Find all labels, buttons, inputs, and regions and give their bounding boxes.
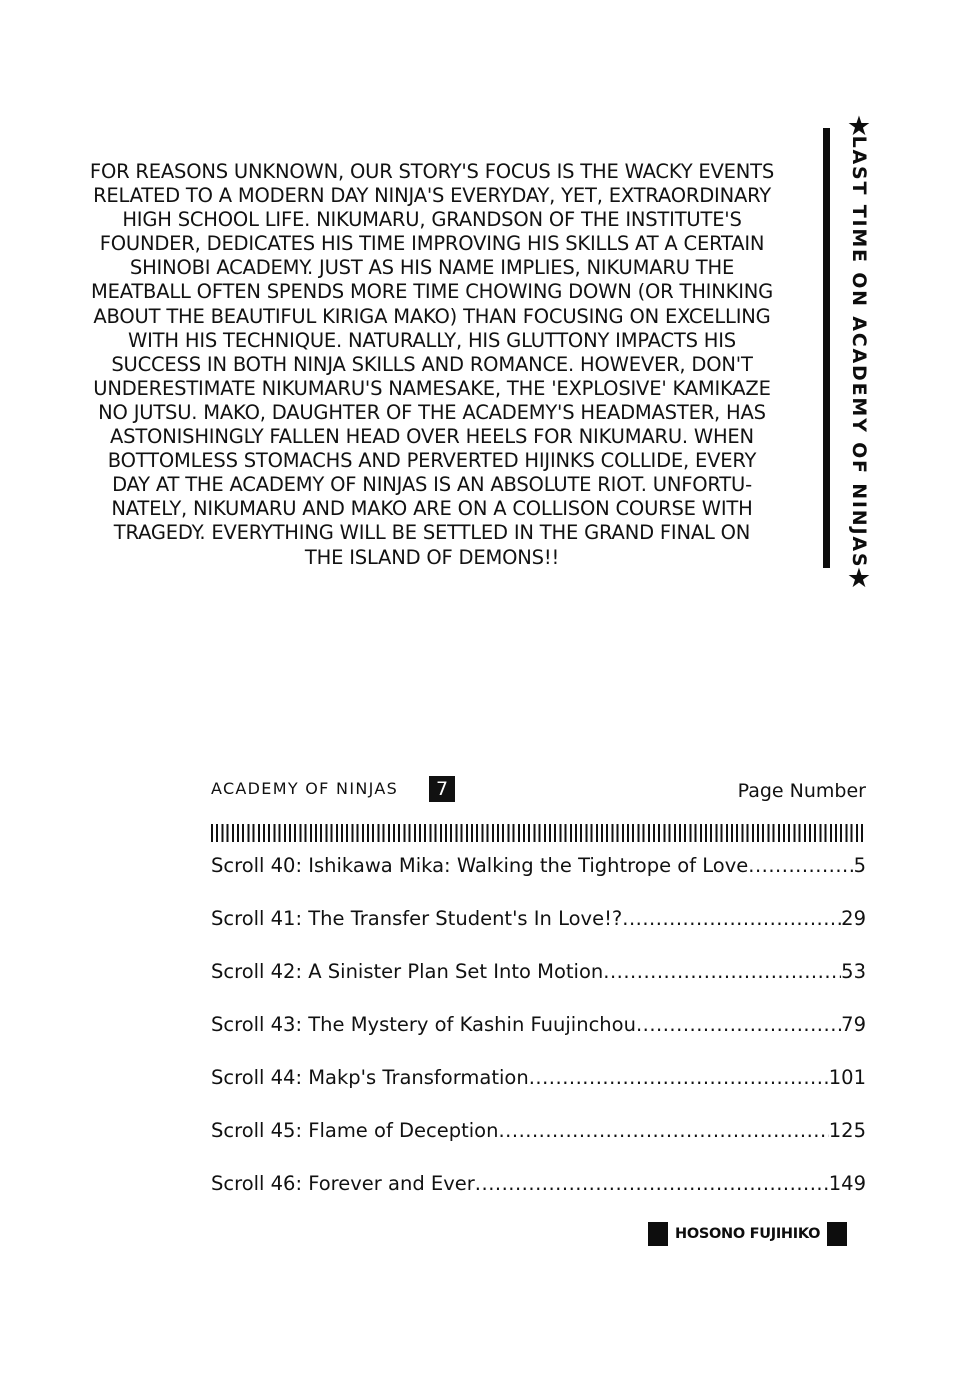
toc-entry[interactable] [211,1172,866,1225]
toc-entry-title: Scroll 43: The Mystery of Kashin Fuujinchou [211,1013,636,1036]
toc-entry-page: 149 [828,1172,866,1195]
toc-entry[interactable] [211,854,866,907]
toc-leader-dots [475,1172,829,1195]
summary-line: TRAGEDY. EVERYTHING WILL BE SETTLED IN THE GRAND FINAL ON [113,521,751,545]
summary-line: FOUNDER, DEDICATES HIS TIME IMPROVING HIS SKILLS AT A CERTAIN [99,232,765,256]
toc-entry-page: 125 [828,1119,866,1142]
series-title: ACADEMY OF NINJAS [211,779,399,798]
side-banner [844,112,874,592]
toc-leader-dots [636,1013,841,1036]
toc-entry-title: Scroll 46: Forever and Ever [211,1172,475,1195]
toc-entry-title: Scroll 41: The Transfer Student's In Love!? [211,907,623,930]
toc-entry-title: Scroll 40: Ishikawa Mika: Walking the Tightrope of Love [211,854,749,877]
toc-leader-dots [498,1119,828,1142]
summary-line: SHINOBI ACADEMY. JUST AS HIS NAME IMPLIES, NIKUMARU THE [129,256,735,280]
summary-line: DAY AT THE ACADEMY OF NINJAS IS AN ABSOLUTE RIOT. UNFORTU- [112,473,752,497]
summary-line: THE ISLAND OF DEMONS!! [304,545,560,569]
star-icon: ★ [846,111,872,142]
summary-line: FOR REASONS UNKNOWN, OUR STORY'S FOCUS IS THE WACKY EVENTS [89,160,775,183]
summary-line: BOTTOMLESS STOMACHS AND PERVERTED HIJINKS COLLIDE, EVERY [107,449,757,473]
summary-line: ASTONISHINGLY FALLEN HEAD OVER HEELS FOR NIKUMARU. WHEN [110,425,754,449]
author-bracket-block [827,1222,847,1246]
story-summary [62,160,802,570]
side-divider-rule [823,128,830,568]
toc-entry[interactable] [211,1066,866,1119]
summary-line: NO JUTSU. MAKO, DAUGHTER OF THE ACADEMY'S HEADMASTER, HAS [98,400,766,424]
toc-list [211,854,866,1225]
toc-leader-dots [603,960,841,983]
toc-entry-page: 53 [841,960,866,983]
toc-entry[interactable] [211,1013,866,1066]
summary-line: HIGH SCHOOL LIFE. NIKUMARU, GRANDSON OF THE INSTITUTE'S [122,208,742,232]
table-of-contents [211,776,866,1195]
volume-badge: 7 [429,776,455,802]
author-name: HOSONO FUJIHIKO [675,1226,821,1242]
toc-entry-title: Scroll 45: Flame of Deception [211,1119,499,1142]
toc-entry-page: 101 [828,1066,866,1089]
toc-entry-title: Scroll 42: A Sinister Plan Set Into Motion [211,960,604,983]
star-icon: ★ [846,563,872,594]
toc-leader-dots [748,854,853,877]
toc-entry[interactable] [211,907,866,960]
toc-entry-page: 29 [841,907,866,930]
toc-entry[interactable] [211,1119,866,1172]
summary-line: MEATBALL OFTEN SPENDS MORE TIME CHOWING DOWN (OR THINKING [90,280,774,304]
toc-entry-page: 79 [841,1013,866,1036]
page-number-label: Page Number [737,780,866,802]
toc-entry[interactable] [211,960,866,1013]
summary-line: SUCCESS IN BOTH NINJA SKILLS AND ROMANCE. HOWEVER, DON'T [111,352,753,376]
author-credit [648,1222,847,1246]
author-bracket-block [648,1222,668,1246]
summary-line: RELATED TO A MODERN DAY NINJA'S EVERYDAY, YET, EXTRAORDINARY [93,184,771,208]
summary-line: WITH HIS TECHNIQUE. NATURALLY, HIS GLUTTONY IMPACTS HIS [128,328,736,352]
toc-leader-dots [529,1066,829,1089]
toc-leader-dots [622,907,841,930]
summary-line: UNDERESTIMATE NIKUMARU'S NAMESAKE, THE 'EXPLOSIVE' KAMIKAZE [93,376,771,400]
side-banner-title: LAST TIME ON ACADEMY OF NINJAS [848,135,870,569]
toc-entry-title: Scroll 44: Makp's Transformation [211,1066,529,1089]
toc-entry-page: 5 [853,854,866,877]
toc-header [211,776,866,806]
tick-divider [211,824,866,842]
summary-line: NATELY, NIKUMARU AND MAKO ARE ON A COLLISON COURSE WITH [111,497,753,521]
summary-line: ABOUT THE BEAUTIFUL KIRIGA MAKO) THAN FOCUSING ON EXCELLING [93,304,771,328]
